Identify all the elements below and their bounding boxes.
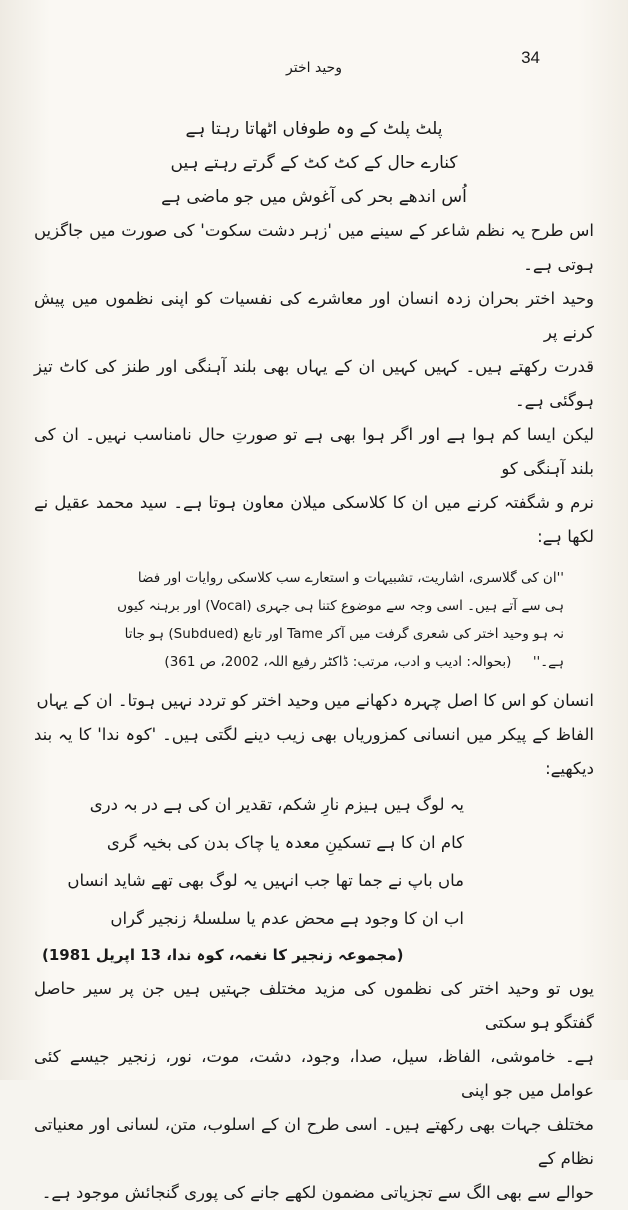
prose-line: حوالے سے بھی الگ سے تجزیاتی مضمون لکھے جانے کی پوری گنجائش موجود ہے۔ — [41, 1183, 594, 1202]
quote-line: نہ ہو وحید اختر کی شعری گرفت میں آکر Tame اور تابع (Subdued) ہو جاتا — [124, 626, 564, 642]
paragraph-1 — [34, 214, 594, 554]
verse-line: کام ان کا ہے تسکینِ معدہ یا چاک بدن کی بخیہ گری — [106, 833, 464, 852]
verse-line: پلٹ پلٹ کے وہ طوفاں اٹھاتا رہتا ہے — [185, 119, 443, 139]
paragraph-2 — [34, 684, 594, 786]
prose-line: انسان کو اس کا اصل چہرہ دکھانے میں وحید اختر کو تردد نہیں ہوتا۔ ان کے یہاں — [36, 691, 594, 710]
prose-line: وحید اختر بحران زدہ انسان اور معاشرے کی نفسیات کو اپنی نظموں میں پیش کرنے پر — [34, 289, 594, 342]
quote-line: ''ان کی گلاسری، اشاریت، تشبیہات و استعارے سب کلاسکی روایات اور فضا — [137, 570, 564, 586]
prose-line: قدرت رکھتے ہیں۔ کہیں کہیں ان کے یہاں بھی بلند آہنگی اور طنز کی کاٹ تیز ہوگئی ہے۔ — [34, 357, 594, 410]
page-body — [34, 112, 594, 1210]
paragraph-3 — [34, 972, 594, 1210]
prose-line: یوں تو وحید اختر کی نظموں کی مزید مختلف جہتیں ہیں جن پر سیر حاصل گفتگو ہو سکتی — [34, 979, 594, 1032]
verse-line: ماں باپ نے جما تھا جب انہیں یہ لوگ بھی تھے شاید انساں — [67, 871, 464, 890]
prose-line: نرم و شگفتہ کرنے میں ان کا کلاسکی میلان معاون ہوتا ہے۔ سید محمد عقیل نے لکھا ہے: — [34, 493, 594, 546]
prose-line: ہے۔ خاموشی، الفاظ، سیل، صدا، وجود، دشت، موت، نور، زنجیر جیسے کئی عوامل میں جو اپنی — [34, 1047, 594, 1100]
prose-line: اس طرح یہ نظم شاعر کے سینے میں 'زہر دشت سکوت' کی صورت میں جاگزیں ہوتی ہے۔ — [34, 221, 594, 274]
verse-block-2 — [34, 786, 594, 938]
verse-line: اب ان کا وجود ہے محض عدم یا سلسلۂ زنجیر گراں — [110, 909, 464, 928]
quote-line: ہے۔'' — [532, 654, 564, 670]
verse-line: کنارے حال کے کٹ کٹ کے گرتے رہتے ہیں — [170, 153, 458, 173]
verse-line: اُس اندھے بحر کی آغوش میں جو ماضی ہے — [161, 187, 467, 207]
prose-line: مختلف جہات بھی رکھتے ہیں۔ اسی طرح ان کے اسلوب، متن، لسانی اور معنیاتی نظام کے — [34, 1115, 594, 1168]
quote-last-line — [58, 648, 564, 676]
prose-line: الفاظ کے پیکر میں انسانی کمزوریاں بھی زیب دینے لگتی ہیں۔ 'کوہ ندا' کا یہ بند دیکھیے: — [34, 725, 594, 778]
verse-line: یہ لوگ ہیں ہیزم نارِ شکم، تقدیر ان کی ہے در بہ دری — [89, 795, 464, 814]
verse-block-1 — [34, 112, 594, 214]
running-head: وحید اختر — [286, 60, 342, 76]
collection-reference: (مجموعہ زنجیر کا نغمہ، کوہ ندا، 13 اپریل 1981) — [42, 946, 404, 964]
page-number: 34 — [521, 48, 540, 67]
prose-line: لیکن ایسا کم ہوا ہے اور اگر ہوا بھی ہے تو صورتِ حال نامناسب نہیں۔ ان کی بلند آہنگی کو — [34, 425, 594, 478]
quote-line: ہی سے آتے ہیں۔ اسی وجہ سے موضوع کتنا ہی جہری (Vocal) اور برہنہ کیوں — [117, 598, 564, 614]
quote-reference: (بحوالہ: ادیب و ادب، مرتب: ڈاکٹر رفیع اللہ، 2002، ص 361) — [164, 654, 512, 670]
block-quote — [58, 564, 564, 676]
